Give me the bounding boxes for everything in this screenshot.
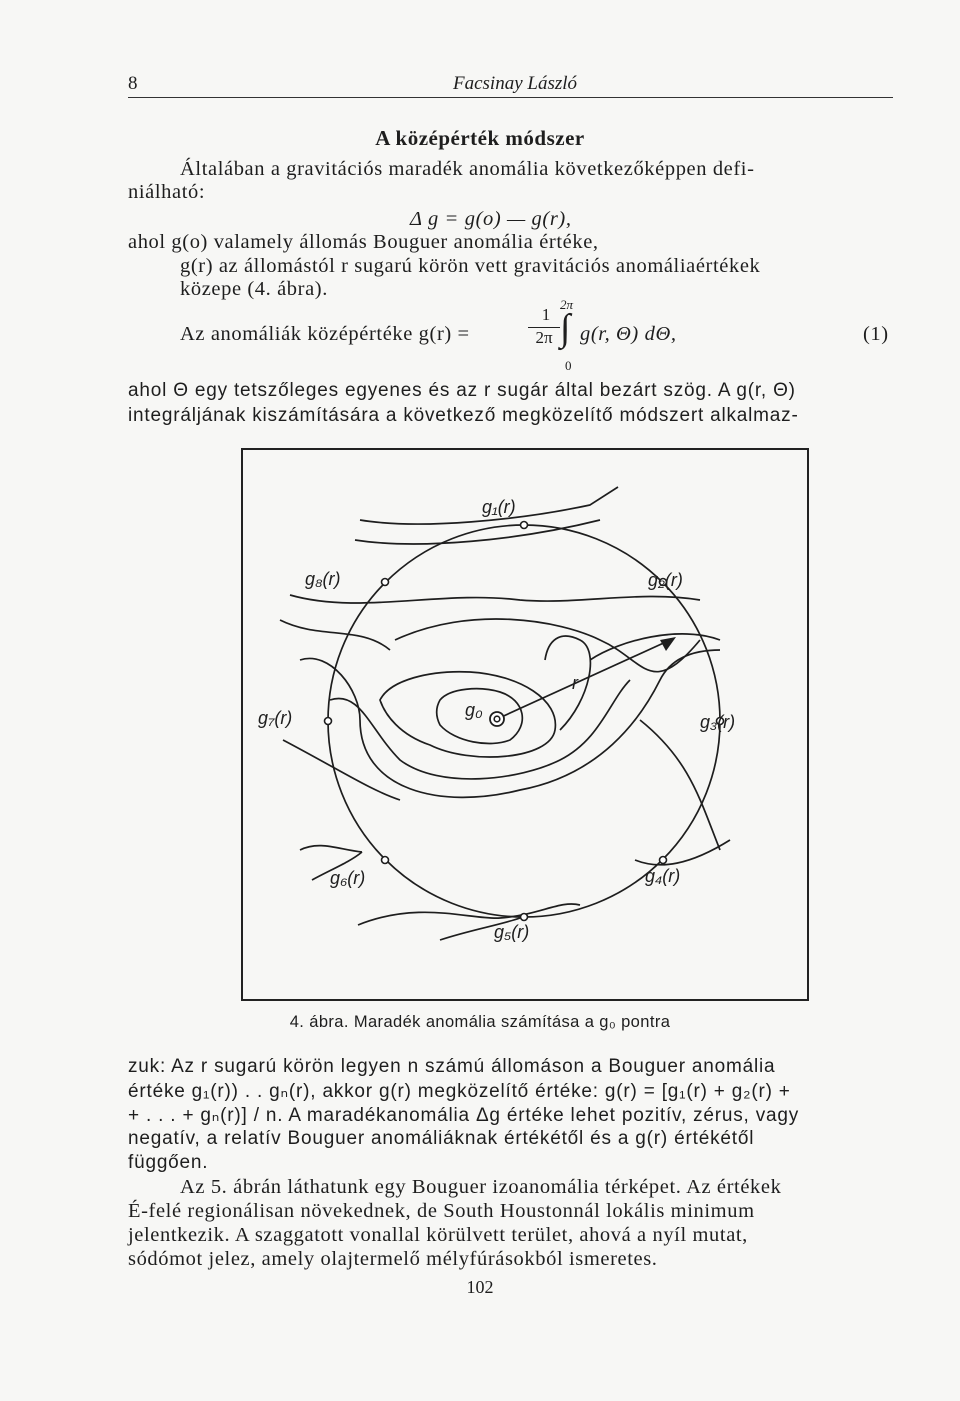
para3-line-3: jelentkezik. A szaggatott vonallal körülvett terület, ahová a nyíl mutat, bbox=[128, 1224, 748, 1246]
intro-line-2: niálható: bbox=[128, 181, 206, 203]
radius-vector bbox=[497, 641, 668, 719]
integral-lower-limit: 0 bbox=[565, 358, 572, 373]
para3-line-4: sódómot jelez, amely olajtermelő mélyfúrásokból ismeretes. bbox=[128, 1248, 658, 1270]
fraction-numerator: 1 bbox=[541, 305, 551, 324]
label-r: r bbox=[572, 673, 578, 693]
label-g1: g₁(r) bbox=[482, 497, 516, 517]
section-title: A középérték módszer bbox=[375, 126, 585, 150]
label-g4: g₄(r) bbox=[645, 866, 681, 886]
para2-line-5: függően. bbox=[128, 1152, 209, 1173]
station-point-g5 bbox=[521, 914, 528, 921]
isoline-g4 bbox=[635, 840, 730, 865]
body-line-after-eq-1: ahol Θ egy tetszőleges egyenes és az r sugár által bezárt szög. A g(r, Θ) bbox=[128, 380, 796, 401]
label-g7: g₇(r) bbox=[258, 708, 293, 728]
fraction-denominator: 2π bbox=[535, 328, 553, 347]
center-station-icon bbox=[490, 712, 504, 726]
isoline-g3-lower bbox=[640, 720, 720, 850]
station-point-g1 bbox=[521, 522, 528, 529]
para2-line-1: zuk: Az r sugarú körön legyen n számú állomáson a Bouguer anomália bbox=[128, 1056, 776, 1077]
isoline-left-1 bbox=[280, 620, 390, 650]
running-head-author: Facsinay László bbox=[452, 73, 578, 94]
isoline-g6-left bbox=[300, 846, 362, 852]
equation-number: (1) bbox=[863, 323, 889, 345]
para2-line-3: + . . . + gₙ(r)] / n. A maradékanomália Δg értéke lehet pozitív, zérus, vagy bbox=[128, 1105, 800, 1126]
page-number: 8 bbox=[128, 73, 138, 94]
equation-delta-g: Δ g = g(o) — g(r), bbox=[410, 208, 572, 230]
station-point-g4 bbox=[660, 857, 667, 864]
label-g0: g₀ bbox=[465, 700, 483, 720]
definition-line-3: közepe (4. ábra). bbox=[180, 278, 328, 300]
footer-page-number: 102 bbox=[466, 1277, 494, 1297]
station-point-g8 bbox=[382, 579, 389, 586]
para3-line-1: Az 5. ábrán láthatunk egy Bouguer izoanomália térképet. Az értékek bbox=[180, 1176, 782, 1198]
label-g3: g₃(r) bbox=[700, 712, 736, 732]
label-g6: g₆(r) bbox=[330, 868, 366, 888]
isoline-g5-upper bbox=[358, 904, 580, 925]
intro-line-1-text: Általában a gravitációs maradék anomália következőképpen defi- bbox=[180, 158, 755, 180]
isoline-upper-loop bbox=[395, 619, 700, 672]
definition-line-2: g(r) az állomástól r sugarú körön vett gravitációs anomáliaértékek bbox=[180, 255, 761, 277]
isoline-right-hook bbox=[545, 636, 590, 730]
station-point-g7 bbox=[325, 718, 332, 725]
para2-line-4: negatív, a relatív Bouguer anomáliáknak értékétől és a g(r) értékétől bbox=[128, 1128, 755, 1149]
label-g8: g₈(r) bbox=[305, 569, 341, 589]
station-point-g6 bbox=[382, 857, 389, 864]
body-line-after-eq-2: integráljának kiszámítására a következő megközelítő módszert alkalmaz- bbox=[128, 405, 799, 426]
para2-line-2: értéke g₁(r)) . . gₙ(r), akkor g(r) megközelítő értéke: g(r) = [g₁(r) + g₂(r) + bbox=[128, 1081, 791, 1102]
definition-line-1: ahol g(o) valamely állomás Bouguer anomália értéke, bbox=[128, 231, 599, 253]
integrand: g(r, Θ) dΘ, bbox=[580, 323, 677, 345]
label-g5: g₅(r) bbox=[494, 922, 530, 942]
para3-line-2: É-felé regionálisan növekednek, de South Houstonnál lokális minimum bbox=[128, 1200, 755, 1222]
equation-1-lhs: Az anomáliák középértéke g(r) = bbox=[180, 323, 470, 345]
label-g2: g₂(r) bbox=[648, 570, 683, 590]
radius-arrowhead-icon bbox=[660, 637, 676, 651]
integral-sign: ∫ bbox=[560, 307, 571, 349]
integral-upper-limit: 2π bbox=[560, 297, 574, 312]
isoline-g8-g2 bbox=[290, 595, 700, 603]
figure-caption: 4. ábra. Maradék anomália számítása a g₀ pontra bbox=[289, 1013, 671, 1031]
